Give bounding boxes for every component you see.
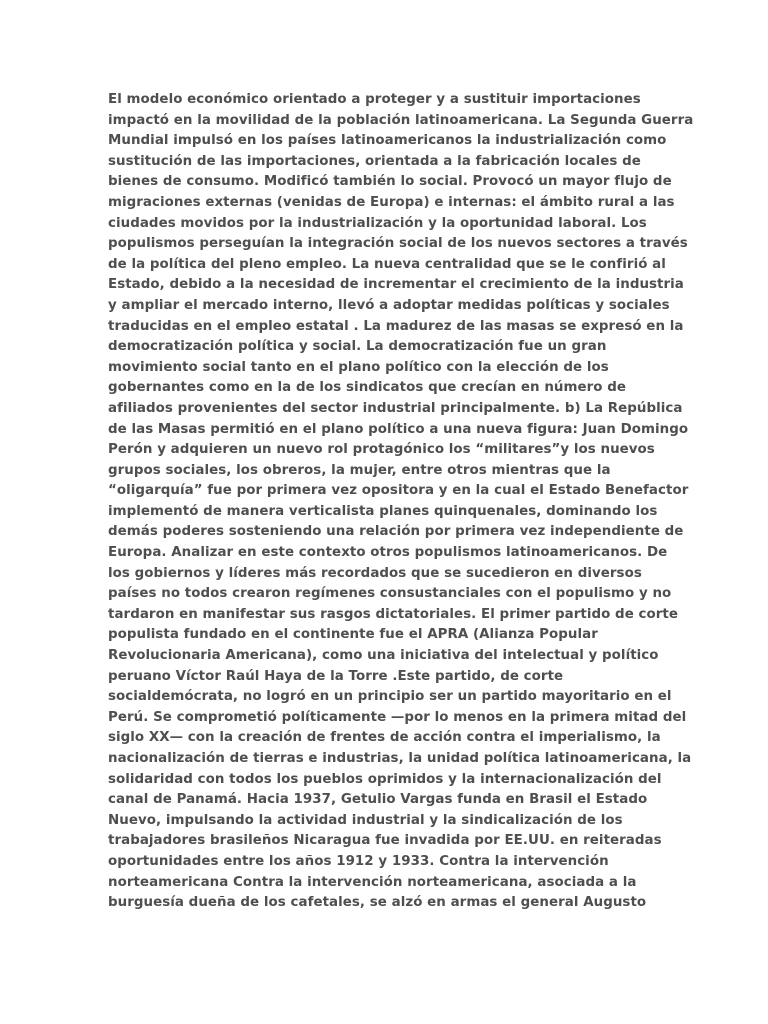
text-line: nacionalización de tierras e industrias, la unidad política latinoamericana, la [108,751,692,766]
text-line: peruano Víctor Raúl Haya de la Torre .Este partido, de corte [108,668,564,684]
body-paragraph [108,90,694,914]
text-line: bienes de consumo. Modificó también lo social. Provocó un mayor flujo de [108,174,672,190]
text-line: demás poderes sosteniendo una relación por primera vez independiente de [108,524,684,540]
text-line: afiliados provenientes del sector industrial principalmente. b) La República [108,400,683,416]
text-line: tardaron en manifestar sus rasgos dictatoriales. El primer partido de corte [108,606,679,622]
text-line: Mundial impulsó en los países latinoamericanos la industrialización como [108,133,667,149]
text-line: impactó en la movilidad de la población latinoamericana. La Segunda Guerra [108,112,694,128]
text-line: Europa. Analizar en este contexto otros populismos latinoamericanos. De [108,545,668,561]
text-line: populismos perseguían la integración social de los nuevos sectores a través [108,236,688,252]
text-line: “oligarquía” fue por primera vez opositora y en la cual el Estado Benefactor [108,483,689,499]
text-line: oportunidades entre los años 1912 y 1933. Contra la intervención [108,853,609,869]
text-line: traducidas en el empleo estatal . La madurez de las masas se expresó en la [108,318,684,334]
text-line: sustitución de las importaciones, orientada a la fabricación locales de [108,153,641,169]
text-line: y ampliar el mercado interno, llevó a adoptar medidas políticas y sociales [108,297,670,313]
text-line: norteamericana Contra la intervención norteamericana, asociada a la [108,874,637,890]
text-line: gobernantes como en la de los sindicatos que crecían en número de [108,380,627,396]
text-line: democratización política y social. La democratización fue un gran [108,339,607,355]
text-line: El modelo económico orientado a proteger y a sustituir importaciones [108,92,641,107]
text-line: ciudades movidos por la industrialización y la oportunidad laboral. Los [108,215,647,231]
text-line: implementó de manera verticalista planes quinquenales, dominando los [108,503,658,519]
text-line: solidaridad con todos los pueblos oprimidos y la internacionalización del [108,771,662,787]
text-line: Revolucionaria Americana), como una iniciativa del intelectual y político [108,648,659,664]
text-line: grupos sociales, los obreros, la mujer, entre otros mientras que la [108,462,611,478]
text-line: Perón y adquieren un nuevo rol protagónico los “militares”y los nuevos [108,442,655,458]
text-line: migraciones externas (venidas de Europa) e internas: el ámbito rural a las [108,194,675,210]
text-line: canal de Panamá. Hacia 1937, Getulio Vargas funda en Brasil el Estado [108,792,648,808]
text-line: países no todos crearon regímenes consustanciales con el populismo y no [108,586,672,602]
text-line: Nuevo, impulsando la actividad industrial y la sindicalización de los [108,812,623,828]
text-line: de las Masas permitió en el plano político a una nueva figura: Juan Domingo [108,421,689,437]
text-line: de la política del pleno empleo. La nueva centralidad que se le confirió al [108,256,666,272]
text-line: burguesía dueña de los cafetales, se alzó en armas el general Augusto [108,895,647,911]
text-line: movimiento social tanto en el plano político con la elección de los [108,359,609,375]
text-line: Estado, debido a la necesidad de incrementar el crecimiento de la industria [108,277,684,293]
text-line: populista fundado en el continente fue el APRA (Alianza Popular [108,627,598,643]
text-line: trabajadores brasileños Nicaragua fue invadida por EE.UU. en reiteradas [108,833,662,849]
text-line: socialdemócrata, no logró en un principio ser un partido mayoritario en el [108,689,672,705]
text-line: Perú. Se comprometió políticamente —por lo menos en la primera mitad del [108,709,687,725]
text-line: siglo XX— con la creación de frentes de acción contra el imperialismo, la [108,730,661,746]
text-line: los gobiernos y líderes más recordados que se sucedieron en diversos [108,565,642,581]
